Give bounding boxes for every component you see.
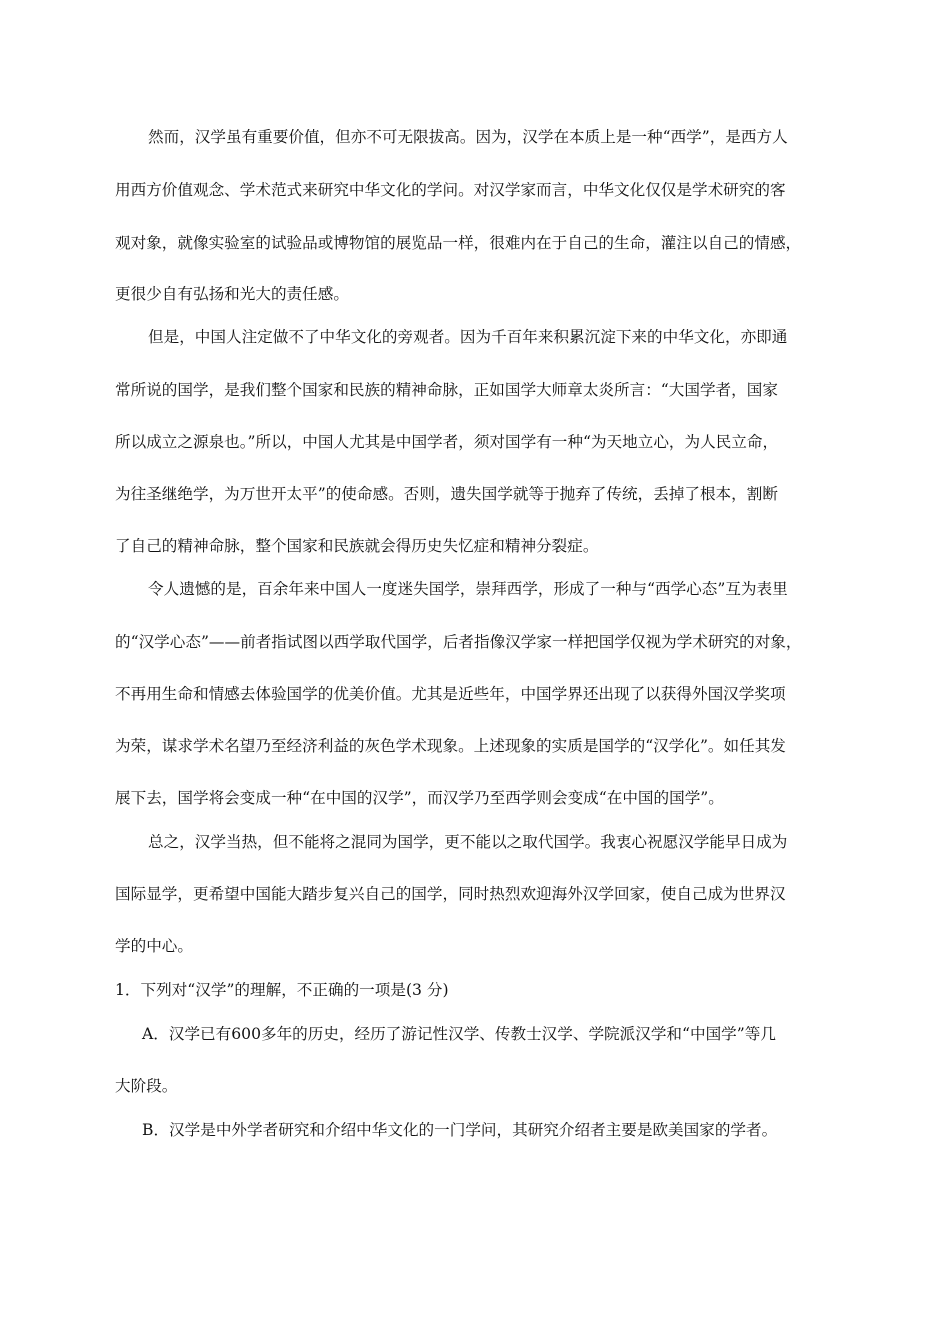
option-a-line-1: A．汉学已有600多年的历史，经历了游记性汉学、传教士汉学、学院派汉学和“中国学”等几 — [142, 1025, 776, 1043]
paragraph-1-line-1: 然而，汉学虽有重要价值，但亦不可无限拔高。因为，汉学在本质上是一种“西学”，是西方人 — [148, 128, 788, 146]
paragraph-1-line-2: 用西方价值观念、学术范式来研究中华文化的学问。对汉学家而言，中华文化仅仅是学术研究的客 — [115, 181, 786, 199]
paragraph-3-line-3: 不再用生命和情感去体验国学的优美价值。尤其是近些年，中国学界还出现了以获得外国汉学奖项 — [115, 685, 786, 703]
option-b-line-1: B．汉学是中外学者研究和介绍中华文化的一门学问，其研究介绍者主要是欧美国家的学者。 — [142, 1121, 778, 1139]
paragraph-3-line-5: 展下去，国学将会变成一种“在中国的汉学”，而汉学乃至西学则会变成“在中国的国学”。 — [115, 789, 724, 807]
paragraph-2-line-1: 但是，中国人注定做不了中华文化的旁观者。因为千百年来积累沉淀下来的中华文化，亦即通 — [148, 328, 788, 346]
paragraph-2-line-3: 所以成立之源泉也。”所以，中国人尤其是中国学者，须对国学有一种“为天地立心，为人民立命， — [115, 433, 779, 451]
question-1-stem: 1．下列对“汉学”的理解，不正确的一项是(3 分) — [115, 981, 449, 999]
paragraph-1-line-4: 更很少自有弘扬和光大的责任感。 — [115, 285, 349, 303]
paragraph-3-line-2: 的“汉学心态”——前者指试图以西学取代国学，后者指像汉学家一样把国学仅视为学术研究的对象， — [115, 633, 802, 651]
paragraph-3-line-1: 令人遗憾的是，百余年来中国人一度迷失国学，崇拜西学，形成了一种与“西学心态”互为表里 — [148, 580, 788, 598]
option-a-line-2: 大阶段。 — [115, 1077, 178, 1095]
paragraph-3-line-4: 为荣，谋求学术名望乃至经济利益的灰色学术现象。上述现象的实质是国学的“汉学化”。如任其发 — [115, 737, 786, 755]
paragraph-2-line-2: 常所说的国学，是我们整个国家和民族的精神命脉，正如国学大师章太炎所言：“大国学者，国家 — [115, 381, 778, 399]
paragraph-4-line-2: 国际显学，更希望中国能大踏步复兴自己的国学，同时热烈欢迎海外汉学回家，使自己成为世界汉 — [115, 885, 786, 903]
paragraph-1-line-3: 观对象，就像实验室的试验品或博物馆的展览品一样，很难内在于自己的生命，灌注以自己的情感， — [115, 234, 802, 252]
paragraph-4-line-3: 学的中心。 — [115, 937, 193, 955]
paragraph-2-line-5: 了自己的精神命脉，整个国家和民族就会得历史失忆症和精神分裂症。 — [115, 537, 599, 555]
paragraph-2-line-4: 为往圣继绝学，为万世开太平”的使命感。否则，遗失国学就等于抛弃了传统，丢掉了根本，割断 — [115, 485, 778, 503]
paragraph-4-line-1: 总之，汉学当热，但不能将之混同为国学，更不能以之取代国学。我衷心祝愿汉学能早日成为 — [148, 833, 788, 851]
